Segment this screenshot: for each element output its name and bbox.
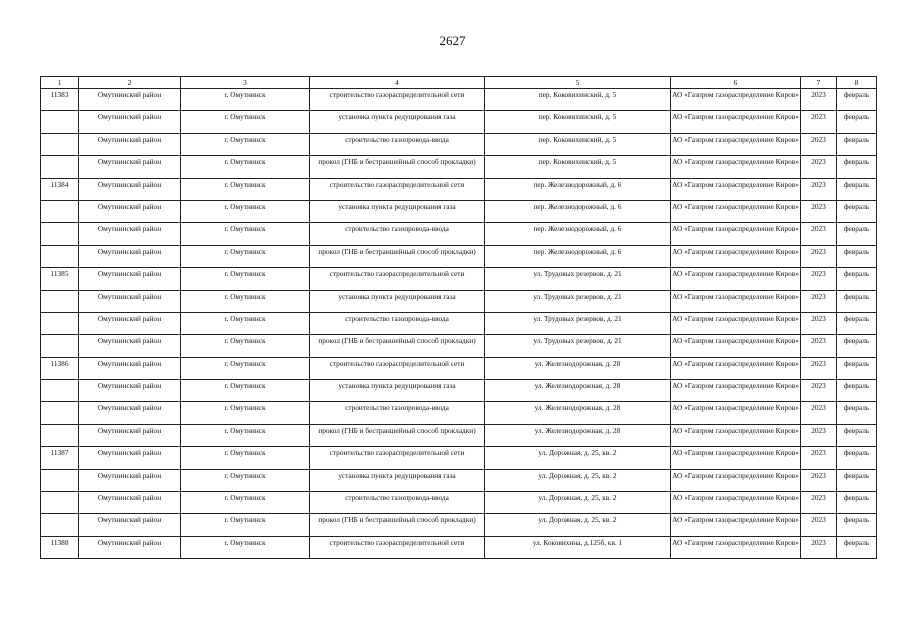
cell-year: 2023: [801, 268, 837, 290]
cell-district: Омутнинский район: [79, 469, 181, 491]
cell-month: февраль: [837, 268, 877, 290]
cell-work-type: строительство газопровода-ввода: [310, 492, 485, 514]
cell-work-type: строительство газораспределительной сети: [310, 357, 485, 379]
table-row: [41, 133, 877, 155]
cell-work-type: строительство газопровода-ввода: [310, 312, 485, 334]
cell-month: февраль: [837, 357, 877, 379]
cell-district: Омутнинский район: [79, 290, 181, 312]
cell-work-type: установка пункта редуцирования газа: [310, 469, 485, 491]
cell-month: февраль: [837, 156, 877, 178]
cell-address: ул. Железнодорожная, д. 28: [485, 380, 671, 402]
table-row: [41, 89, 877, 111]
cell-organization: АО «Газпром газораспределение Киров»: [671, 268, 801, 290]
cell-district: Омутнинский район: [79, 111, 181, 133]
table-row: [41, 447, 877, 469]
cell-address: ул. Трудовых резервов, д. 21: [485, 290, 671, 312]
table-row: [41, 492, 877, 514]
cell-settlement: г. Омутнинск: [181, 245, 310, 267]
cell-settlement: г. Омутнинск: [181, 223, 310, 245]
table-row: [41, 268, 877, 290]
cell-address: пер. Железнодорожный, д. 6: [485, 245, 671, 267]
column-header: 6: [671, 77, 801, 89]
cell-number: [41, 133, 79, 155]
cell-work-type: прокол (ГНБ и бестраншейный способ прокладки): [310, 245, 485, 267]
cell-settlement: г. Омутнинск: [181, 133, 310, 155]
cell-work-type: прокол (ГНБ и бестраншейный способ прокладки): [310, 514, 485, 536]
cell-settlement: г. Омутнинск: [181, 402, 310, 424]
cell-year: 2023: [801, 200, 837, 222]
cell-month: февраль: [837, 133, 877, 155]
cell-number: 11383: [41, 89, 79, 111]
cell-address: ул. Дорожная, д. 25, кв. 2: [485, 514, 671, 536]
cell-year: 2023: [801, 380, 837, 402]
cell-district: Омутнинский район: [79, 133, 181, 155]
cell-year: 2023: [801, 357, 837, 379]
table-row: [41, 335, 877, 357]
table-row: [41, 514, 877, 536]
cell-district: Омутнинский район: [79, 357, 181, 379]
cell-number: [41, 335, 79, 357]
cell-year: 2023: [801, 290, 837, 312]
cell-work-type: строительство газораспределительной сети: [310, 89, 485, 111]
cell-year: 2023: [801, 223, 837, 245]
cell-month: февраль: [837, 514, 877, 536]
cell-district: Омутнинский район: [79, 514, 181, 536]
cell-year: 2023: [801, 133, 837, 155]
table-row: [41, 245, 877, 267]
cell-work-type: строительство газораспределительной сети: [310, 536, 485, 558]
cell-number: [41, 156, 79, 178]
cell-organization: АО «Газпром газораспределение Киров»: [671, 536, 801, 558]
cell-month: февраль: [837, 223, 877, 245]
cell-work-type: строительство газопровода-ввода: [310, 133, 485, 155]
cell-address: ул. Дорожная, д. 25, кв. 2: [485, 492, 671, 514]
cell-year: 2023: [801, 402, 837, 424]
cell-number: 11386: [41, 357, 79, 379]
cell-settlement: г. Омутнинск: [181, 492, 310, 514]
table-row: [41, 223, 877, 245]
table-row: [41, 424, 877, 446]
cell-number: [41, 514, 79, 536]
cell-number: [41, 245, 79, 267]
column-header: 7: [801, 77, 837, 89]
cell-address: пер. Коковихинский, д. 5: [485, 89, 671, 111]
cell-settlement: г. Омутнинск: [181, 469, 310, 491]
cell-organization: АО «Газпром газораспределение Киров»: [671, 245, 801, 267]
cell-settlement: г. Омутнинск: [181, 424, 310, 446]
cell-settlement: г. Омутнинск: [181, 89, 310, 111]
table-row: [41, 111, 877, 133]
table-row: [41, 156, 877, 178]
cell-year: 2023: [801, 514, 837, 536]
table-row: [41, 380, 877, 402]
cell-year: 2023: [801, 335, 837, 357]
cell-organization: АО «Газпром газораспределение Киров»: [671, 89, 801, 111]
cell-organization: АО «Газпром газораспределение Киров»: [671, 312, 801, 334]
cell-district: Омутнинский район: [79, 402, 181, 424]
column-header: 5: [485, 77, 671, 89]
cell-number: 11385: [41, 268, 79, 290]
cell-number: 11384: [41, 178, 79, 200]
cell-year: 2023: [801, 89, 837, 111]
cell-month: февраль: [837, 89, 877, 111]
cell-district: Омутнинский район: [79, 89, 181, 111]
column-header: 2: [79, 77, 181, 89]
cell-settlement: г. Омутнинск: [181, 156, 310, 178]
cell-settlement: г. Омутнинск: [181, 335, 310, 357]
table-row: [41, 200, 877, 222]
cell-district: Омутнинский район: [79, 447, 181, 469]
cell-district: Омутнинский район: [79, 268, 181, 290]
cell-organization: АО «Газпром газораспределение Киров»: [671, 178, 801, 200]
cell-address: пер. Коковихинский, д. 5: [485, 156, 671, 178]
cell-address: ул. Железнодорожная, д. 28: [485, 357, 671, 379]
cell-year: 2023: [801, 245, 837, 267]
cell-organization: АО «Газпром газораспределение Киров»: [671, 514, 801, 536]
cell-address: ул. Дорожная, д. 25, кв. 2: [485, 447, 671, 469]
cell-number: [41, 469, 79, 491]
cell-address: пер. Коковихинский, д. 5: [485, 111, 671, 133]
cell-settlement: г. Омутнинск: [181, 447, 310, 469]
cell-month: февраль: [837, 335, 877, 357]
cell-work-type: прокол (ГНБ и бестраншейный способ прокладки): [310, 156, 485, 178]
cell-address: ул. Трудовых резервов, д. 21: [485, 268, 671, 290]
cell-number: [41, 290, 79, 312]
column-header: 1: [41, 77, 79, 89]
column-header: 4: [310, 77, 485, 89]
table-row: [41, 402, 877, 424]
cell-address: ул. Дорожная, д. 25, кв. 2: [485, 469, 671, 491]
cell-work-type: строительство газораспределительной сети: [310, 268, 485, 290]
column-header: 8: [837, 77, 877, 89]
cell-year: 2023: [801, 492, 837, 514]
table-row: [41, 469, 877, 491]
cell-year: 2023: [801, 178, 837, 200]
cell-address: пер. Коковихинский, д. 5: [485, 133, 671, 155]
cell-month: февраль: [837, 312, 877, 334]
cell-number: [41, 312, 79, 334]
cell-year: 2023: [801, 536, 837, 558]
cell-organization: АО «Газпром газораспределение Киров»: [671, 469, 801, 491]
cell-month: февраль: [837, 536, 877, 558]
cell-work-type: строительство газопровода-ввода: [310, 223, 485, 245]
cell-year: 2023: [801, 447, 837, 469]
cell-organization: АО «Газпром газораспределение Киров»: [671, 223, 801, 245]
cell-number: 11388: [41, 536, 79, 558]
cell-settlement: г. Омутнинск: [181, 111, 310, 133]
cell-work-type: установка пункта редуцирования газа: [310, 111, 485, 133]
cell-settlement: г. Омутнинск: [181, 200, 310, 222]
cell-number: 11387: [41, 447, 79, 469]
cell-work-type: установка пункта редуцирования газа: [310, 290, 485, 312]
cell-organization: АО «Газпром газораспределение Киров»: [671, 133, 801, 155]
cell-district: Омутнинский район: [79, 223, 181, 245]
cell-number: [41, 492, 79, 514]
cell-organization: АО «Газпром газораспределение Киров»: [671, 335, 801, 357]
cell-month: февраль: [837, 380, 877, 402]
cell-address: ул. Трудовых резервов, д. 21: [485, 335, 671, 357]
cell-month: февраль: [837, 469, 877, 491]
cell-month: февраль: [837, 290, 877, 312]
cell-organization: АО «Газпром газораспределение Киров»: [671, 200, 801, 222]
cell-work-type: прокол (ГНБ и бестраншейный способ прокладки): [310, 335, 485, 357]
cell-organization: АО «Газпром газораспределение Киров»: [671, 357, 801, 379]
cell-address: ул. Железнодорожная, д. 28: [485, 424, 671, 446]
table-body: [41, 89, 877, 559]
cell-address: пер. Железнодорожный, д. 6: [485, 200, 671, 222]
cell-address: пер. Железнодорожный, д. 6: [485, 178, 671, 200]
header-row: [41, 77, 877, 89]
cell-month: февраль: [837, 447, 877, 469]
cell-district: Омутнинский район: [79, 245, 181, 267]
cell-district: Омутнинский район: [79, 335, 181, 357]
cell-district: Омутнинский район: [79, 492, 181, 514]
cell-address: пер. Железнодорожный, д. 6: [485, 223, 671, 245]
cell-organization: АО «Газпром газораспределение Киров»: [671, 111, 801, 133]
cell-month: февраль: [837, 402, 877, 424]
cell-address: ул. Трудовых резервов, д. 21: [485, 312, 671, 334]
cell-district: Омутнинский район: [79, 312, 181, 334]
cell-settlement: г. Омутнинск: [181, 178, 310, 200]
cell-settlement: г. Омутнинск: [181, 357, 310, 379]
table-row: [41, 178, 877, 200]
cell-number: [41, 424, 79, 446]
cell-work-type: строительство газопровода-ввода: [310, 402, 485, 424]
table-row: [41, 290, 877, 312]
cell-month: февраль: [837, 111, 877, 133]
cell-number: [41, 200, 79, 222]
cell-month: февраль: [837, 178, 877, 200]
cell-district: Омутнинский район: [79, 200, 181, 222]
registry-table: [40, 76, 877, 559]
cell-address: ул. Коковихина, д.125б, кв. 1: [485, 536, 671, 558]
cell-district: Омутнинский район: [79, 380, 181, 402]
cell-year: 2023: [801, 111, 837, 133]
cell-work-type: установка пункта редуцирования газа: [310, 380, 485, 402]
cell-work-type: установка пункта редуцирования газа: [310, 200, 485, 222]
cell-work-type: строительство газораспределительной сети: [310, 178, 485, 200]
cell-number: [41, 402, 79, 424]
cell-organization: АО «Газпром газораспределение Киров»: [671, 447, 801, 469]
cell-month: февраль: [837, 492, 877, 514]
table-row: [41, 536, 877, 558]
cell-year: 2023: [801, 156, 837, 178]
page-number: 2627: [439, 33, 466, 48]
cell-organization: АО «Газпром газораспределение Киров»: [671, 492, 801, 514]
cell-month: февраль: [837, 200, 877, 222]
cell-organization: АО «Газпром газораспределение Киров»: [671, 156, 801, 178]
cell-year: 2023: [801, 424, 837, 446]
cell-number: [41, 111, 79, 133]
cell-district: Омутнинский район: [79, 424, 181, 446]
cell-district: Омутнинский район: [79, 536, 181, 558]
cell-address: ул. Железнодорожная, д. 28: [485, 402, 671, 424]
table-row: [41, 357, 877, 379]
cell-settlement: г. Омутнинск: [181, 380, 310, 402]
cell-work-type: строительство газораспределительной сети: [310, 447, 485, 469]
cell-settlement: г. Омутнинск: [181, 290, 310, 312]
cell-year: 2023: [801, 469, 837, 491]
cell-settlement: г. Омутнинск: [181, 536, 310, 558]
cell-organization: АО «Газпром газораспределение Киров»: [671, 380, 801, 402]
column-header: 3: [181, 77, 310, 89]
cell-district: Омутнинский район: [79, 178, 181, 200]
cell-settlement: г. Омутнинск: [181, 514, 310, 536]
cell-settlement: г. Омутнинск: [181, 312, 310, 334]
cell-month: февраль: [837, 245, 877, 267]
cell-month: февраль: [837, 424, 877, 446]
cell-district: Омутнинский район: [79, 156, 181, 178]
cell-work-type: прокол (ГНБ и бестраншейный способ прокладки): [310, 424, 485, 446]
cell-settlement: г. Омутнинск: [181, 268, 310, 290]
cell-number: [41, 380, 79, 402]
cell-organization: АО «Газпром газораспределение Киров»: [671, 402, 801, 424]
cell-number: [41, 223, 79, 245]
table-row: [41, 312, 877, 334]
cell-organization: АО «Газпром газораспределение Киров»: [671, 290, 801, 312]
cell-year: 2023: [801, 312, 837, 334]
cell-organization: АО «Газпром газораспределение Киров»: [671, 424, 801, 446]
